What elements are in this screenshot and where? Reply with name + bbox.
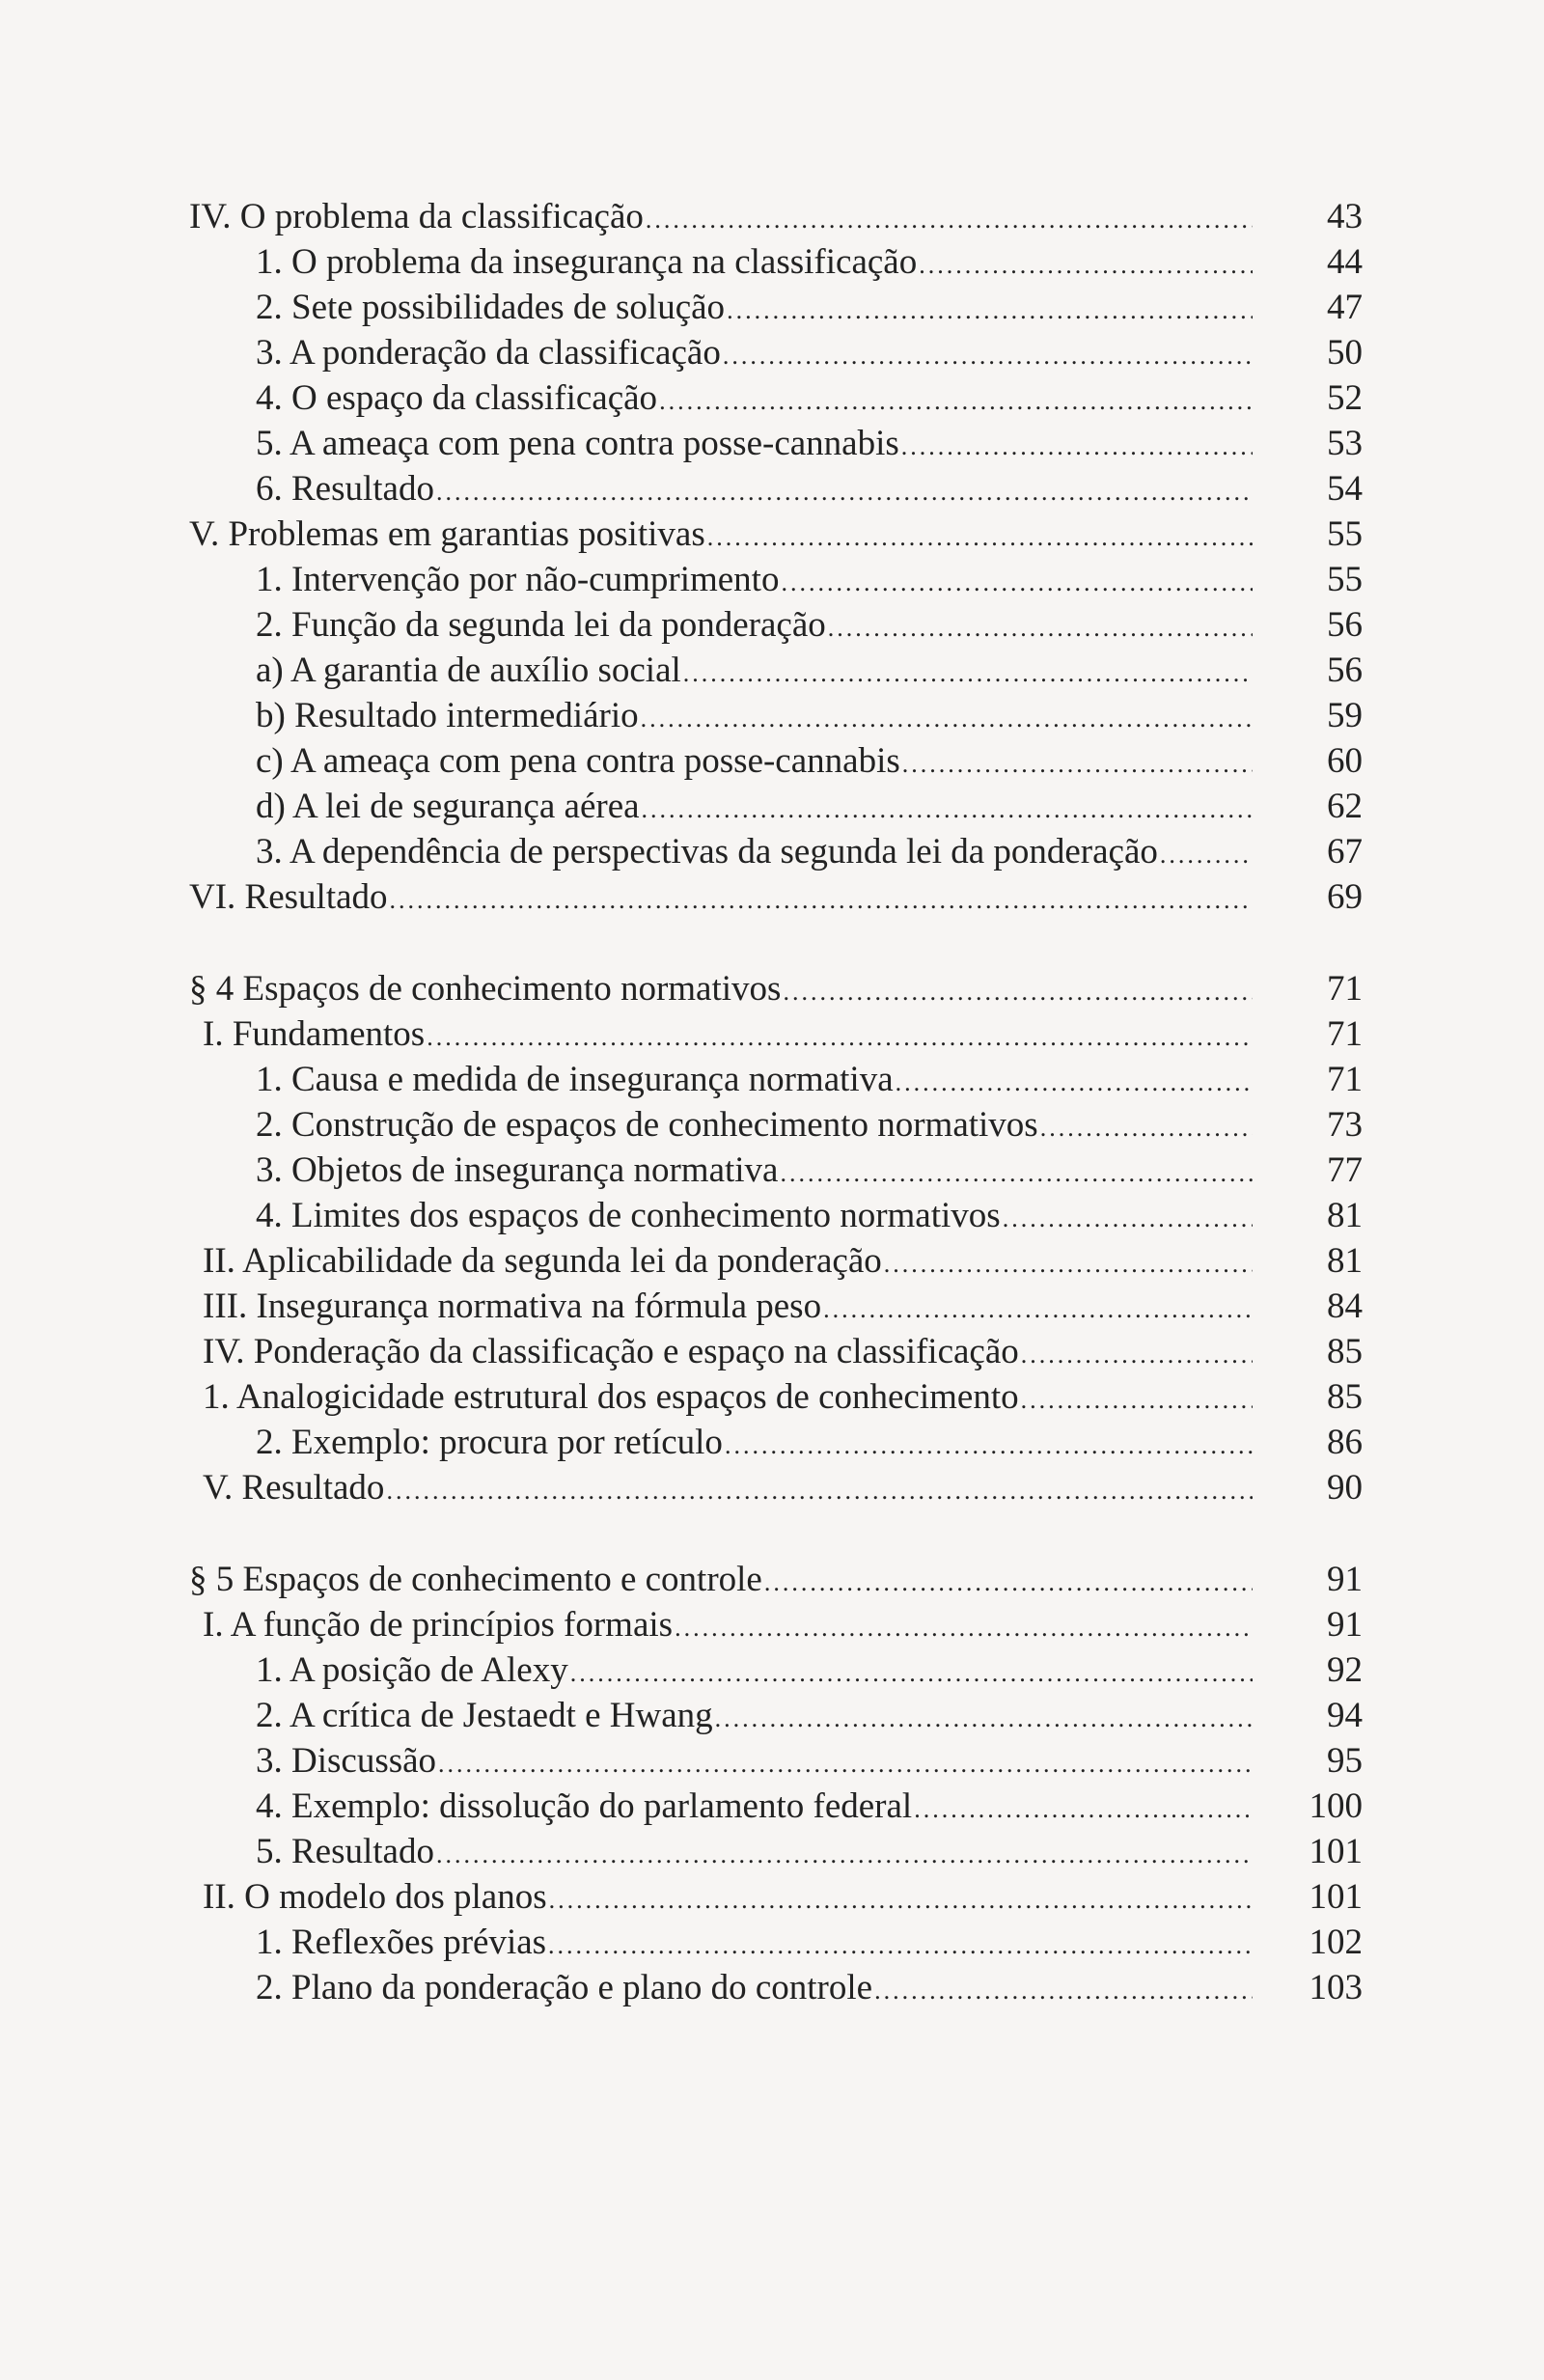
dot-leader	[781, 969, 1253, 1012]
toc-entry	[0, 1784, 1544, 1830]
toc-entry-title-row	[256, 693, 1253, 739]
toc-entry-label: I. Fundamentos	[203, 1014, 426, 1054]
toc-entry-label: b) Resultado intermediário	[256, 696, 639, 735]
toc-page-number: 85	[1327, 1377, 1363, 1417]
toc-entry-title-row	[256, 1829, 1253, 1875]
toc-entry-title-row	[256, 784, 1253, 830]
toc-page-number: 69	[1327, 877, 1363, 917]
toc-entry-label: a) A garantia de auxílio social	[256, 650, 681, 690]
toc-entry	[0, 602, 1544, 649]
dot-leader	[826, 605, 1253, 649]
toc-entry	[0, 874, 1544, 921]
toc-entry	[0, 1011, 1544, 1058]
toc-entry	[0, 512, 1544, 558]
dot-leader	[547, 1877, 1253, 1921]
toc-page-number: 62	[1327, 787, 1363, 826]
toc-entry-title-row	[189, 194, 1253, 240]
toc-page-number: 92	[1327, 1650, 1363, 1690]
toc-entry-label: 4. Limites dos espaços de conhecimento normativos	[256, 1196, 1001, 1235]
toc-entry	[0, 1874, 1544, 1921]
dot-leader	[821, 1287, 1253, 1330]
dot-leader	[1019, 1377, 1253, 1421]
dot-leader	[1158, 832, 1253, 875]
dot-leader	[388, 877, 1253, 921]
toc-entry	[0, 1148, 1544, 1194]
toc-page-number: 55	[1327, 560, 1363, 599]
toc-entry-label: d) A lei de segurança aérea	[256, 787, 640, 826]
toc-entry-label: 4. Exemplo: dissolução do parlamento federal	[256, 1786, 913, 1826]
toc-entry-title-row	[203, 1874, 1253, 1921]
toc-entry-title-row	[256, 375, 1253, 422]
toc-page-number: 91	[1327, 1605, 1363, 1645]
toc-entry-label: 2. Função da segunda lei da ponderação	[256, 605, 826, 645]
toc-entry	[0, 1693, 1544, 1739]
toc-page-number: 71	[1327, 969, 1363, 1009]
dot-leader	[713, 1696, 1253, 1739]
toc-page-number: 77	[1327, 1150, 1363, 1190]
toc-entry	[0, 1420, 1544, 1466]
toc-entry-title-row	[256, 239, 1253, 286]
toc-entry-label: 3. A ponderação da classificação	[256, 333, 721, 373]
toc-page-number: 47	[1327, 288, 1363, 327]
toc-entry	[0, 1965, 1544, 2011]
dot-leader	[912, 1786, 1253, 1830]
toc-entry-label: III. Insegurança normativa na fórmula peso	[203, 1287, 822, 1326]
toc-entry-label: 5. A ameaça com pena contra posse-cannabis	[256, 424, 899, 463]
toc-entry-title-row	[256, 648, 1253, 694]
toc-entry	[0, 330, 1544, 376]
toc-entry	[0, 1102, 1544, 1148]
toc-entry-label: 1. Analogicidade estrutural dos espaços de conhecimento	[203, 1377, 1019, 1417]
toc-page-number: 44	[1327, 242, 1363, 282]
dot-leader	[882, 1241, 1253, 1285]
dot-leader	[900, 741, 1253, 785]
toc-entry	[0, 966, 1544, 1012]
toc-page-number: 67	[1327, 832, 1363, 872]
toc-entry-label: c) A ameaça com pena contra posse-cannabis	[256, 741, 900, 781]
toc-page-number: 101	[1309, 1832, 1363, 1871]
toc-entry-title-row	[256, 557, 1253, 603]
toc-entry-title-row	[203, 1465, 1253, 1511]
toc-page-number: 54	[1327, 469, 1363, 509]
toc-entry-title-row	[256, 1057, 1253, 1103]
toc-entry-title-row	[256, 330, 1253, 376]
toc-entry-label: 3. A dependência de perspectivas da segunda lei da ponderação	[256, 832, 1158, 872]
toc-entry	[0, 1465, 1544, 1511]
toc-entry	[0, 784, 1544, 830]
dot-leader	[1038, 1105, 1253, 1148]
toc-entry-label: § 4 Espaços de conhecimento normativos	[189, 969, 782, 1009]
toc-entry	[0, 557, 1544, 603]
dot-leader	[705, 514, 1253, 558]
toc-entry-title-row	[203, 1329, 1253, 1375]
toc-entry-title-row	[189, 966, 1253, 1012]
toc-entry-label: 1. O problema da insegurança na classificação	[256, 242, 918, 282]
toc-entry-title-row	[203, 1284, 1253, 1330]
toc-entry-label: 2. Exemplo: procura por retículo	[256, 1423, 723, 1462]
dot-leader	[434, 1832, 1253, 1875]
toc-page-number: 81	[1327, 1241, 1363, 1281]
toc-entry	[0, 1284, 1544, 1330]
toc-entry-label: V. Resultado	[203, 1468, 385, 1508]
toc-page-number: 56	[1327, 650, 1363, 690]
toc-entry-label: V. Problemas em garantias positivas	[189, 514, 705, 554]
toc-entry-title-row	[256, 829, 1253, 875]
toc-entry	[0, 239, 1544, 286]
toc-entry	[0, 1647, 1544, 1694]
toc-entry	[0, 693, 1544, 739]
toc-entry-label: 6. Resultado	[256, 469, 434, 509]
dot-leader	[546, 1923, 1253, 1966]
toc-entry-label: 1. Causa e medida de insegurança normativa	[256, 1060, 894, 1099]
toc-page-number: 91	[1327, 1560, 1363, 1599]
toc-entry-title-row	[256, 285, 1253, 331]
dot-leader	[899, 424, 1253, 467]
toc-entry-title-row	[256, 1148, 1253, 1194]
toc-entry	[0, 1238, 1544, 1285]
toc-entry	[0, 829, 1544, 875]
toc-entry-title-row	[256, 466, 1253, 512]
toc-entry-label: 4. O espaço da classificação	[256, 378, 658, 418]
toc-entry	[0, 194, 1544, 240]
dot-leader	[657, 378, 1253, 422]
dot-leader	[434, 469, 1253, 512]
dot-leader	[872, 1968, 1253, 2011]
toc-page-number: 101	[1309, 1877, 1363, 1917]
toc-entry-title-row	[256, 1784, 1253, 1830]
dot-leader	[639, 696, 1253, 739]
toc-entry-label: 1. Intervenção por não-cumprimento	[256, 560, 780, 599]
toc-entry	[0, 1374, 1544, 1421]
toc-entry-title-row	[203, 1011, 1253, 1058]
dot-leader	[723, 1423, 1253, 1466]
dot-leader	[762, 1560, 1253, 1603]
toc-entry-title-row	[256, 738, 1253, 785]
dot-leader	[1001, 1196, 1253, 1239]
dot-leader	[681, 650, 1253, 694]
toc-entry-title-row	[256, 1738, 1253, 1785]
toc-page-number: 52	[1327, 378, 1363, 418]
toc-page-number: 71	[1327, 1014, 1363, 1054]
dot-leader	[384, 1468, 1253, 1511]
toc-entry	[0, 1329, 1544, 1375]
toc-entry	[0, 466, 1544, 512]
toc-page-number: 81	[1327, 1196, 1363, 1235]
toc-page-number: 73	[1327, 1105, 1363, 1145]
toc-entry	[0, 1557, 1544, 1603]
dot-leader	[778, 1150, 1253, 1194]
dot-leader	[894, 1060, 1253, 1103]
toc-page-number: 102	[1309, 1923, 1363, 1962]
toc-entry-label: 2. Plano da ponderação e plano do controle	[256, 1968, 873, 2007]
dot-leader	[644, 197, 1253, 240]
toc-entry-label: 5. Resultado	[256, 1832, 434, 1871]
toc-entry-title-row	[203, 1374, 1253, 1421]
toc-page-number: 103	[1309, 1968, 1363, 2007]
toc-entry-label: 1. Reflexões prévias	[256, 1923, 547, 1962]
toc-page-number: 56	[1327, 605, 1363, 645]
toc-entry-label: 2. Sete possibilidades de solução	[256, 288, 726, 327]
toc-entry	[0, 1602, 1544, 1648]
toc-entry	[0, 1829, 1544, 1875]
toc-entry-title-row	[189, 1557, 1253, 1603]
toc-entry-label: IV. Ponderação da classificação e espaço na classificação	[203, 1332, 1019, 1371]
dot-leader	[917, 242, 1253, 286]
toc-page-number: 60	[1327, 741, 1363, 781]
toc-entry-label: 2. Construção de espaços de conhecimento normativos	[256, 1105, 1038, 1145]
toc-page-number: 95	[1327, 1741, 1363, 1781]
toc-entry-label: 3. Discussão	[256, 1741, 437, 1781]
toc-entry	[0, 1193, 1544, 1239]
toc-page-number: 50	[1327, 333, 1363, 373]
toc-entry-label: IV. O problema da classificação	[189, 197, 644, 236]
toc-page-number: 53	[1327, 424, 1363, 463]
toc-entry-label: 3. Objetos de insegurança normativa	[256, 1150, 779, 1190]
toc-entry-title-row	[256, 1420, 1253, 1466]
toc-entry-label: VI. Resultado	[189, 877, 388, 917]
toc-entry-title-row	[189, 512, 1253, 558]
toc-entry-title-row	[256, 421, 1253, 467]
toc-entry	[0, 1057, 1544, 1103]
toc-entry-title-row	[203, 1602, 1253, 1648]
toc-entry-label: II. Aplicabilidade da segunda lei da ponderação	[203, 1241, 882, 1281]
toc-entry-title-row	[256, 1193, 1253, 1239]
toc-entry-label: II. O modelo dos planos	[203, 1877, 547, 1917]
toc-entry	[0, 1738, 1544, 1785]
toc-entry	[0, 285, 1544, 331]
toc-entry-title-row	[256, 1965, 1253, 2011]
toc-entry-title-row	[256, 1102, 1253, 1148]
toc-entry	[0, 738, 1544, 785]
toc-page-number: 59	[1327, 696, 1363, 735]
toc-entry	[0, 421, 1544, 467]
dot-leader	[779, 560, 1253, 603]
toc-entry	[0, 375, 1544, 422]
toc-entry-label: § 5 Espaços de conhecimento e controle	[189, 1560, 762, 1599]
toc-entry-title-row	[256, 1647, 1253, 1694]
toc-entry-title-row	[256, 602, 1253, 649]
toc-entry-label: 1. A posição de Alexy	[256, 1650, 568, 1690]
dot-leader	[1019, 1332, 1253, 1375]
toc-page-number: 71	[1327, 1060, 1363, 1099]
toc-page-number: 86	[1327, 1423, 1363, 1462]
toc-page-number: 55	[1327, 514, 1363, 554]
toc-entry-title-row	[256, 1920, 1253, 1966]
dot-leader	[568, 1650, 1253, 1694]
dot-leader	[436, 1741, 1253, 1785]
toc-entry-title-row	[256, 1693, 1253, 1739]
toc-page-number: 43	[1327, 197, 1363, 236]
dot-leader	[673, 1605, 1253, 1648]
toc-entry-label: 2. A crítica de Jestaedt e Hwang	[256, 1696, 713, 1735]
dot-leader	[721, 333, 1253, 376]
toc-page-number: 90	[1327, 1468, 1363, 1508]
toc-page-number: 94	[1327, 1696, 1363, 1735]
dot-leader	[725, 288, 1253, 331]
toc-page-number: 85	[1327, 1332, 1363, 1371]
toc-entry	[0, 1920, 1544, 1966]
dot-leader	[640, 787, 1253, 830]
toc-page-number: 100	[1309, 1786, 1363, 1826]
toc-entry-label: I. A função de princípios formais	[203, 1605, 674, 1645]
toc-entry-title-row	[189, 874, 1253, 921]
dot-leader	[425, 1014, 1253, 1058]
toc-entry	[0, 648, 1544, 694]
toc-page-number: 84	[1327, 1287, 1363, 1326]
toc-entry-title-row	[203, 1238, 1253, 1285]
